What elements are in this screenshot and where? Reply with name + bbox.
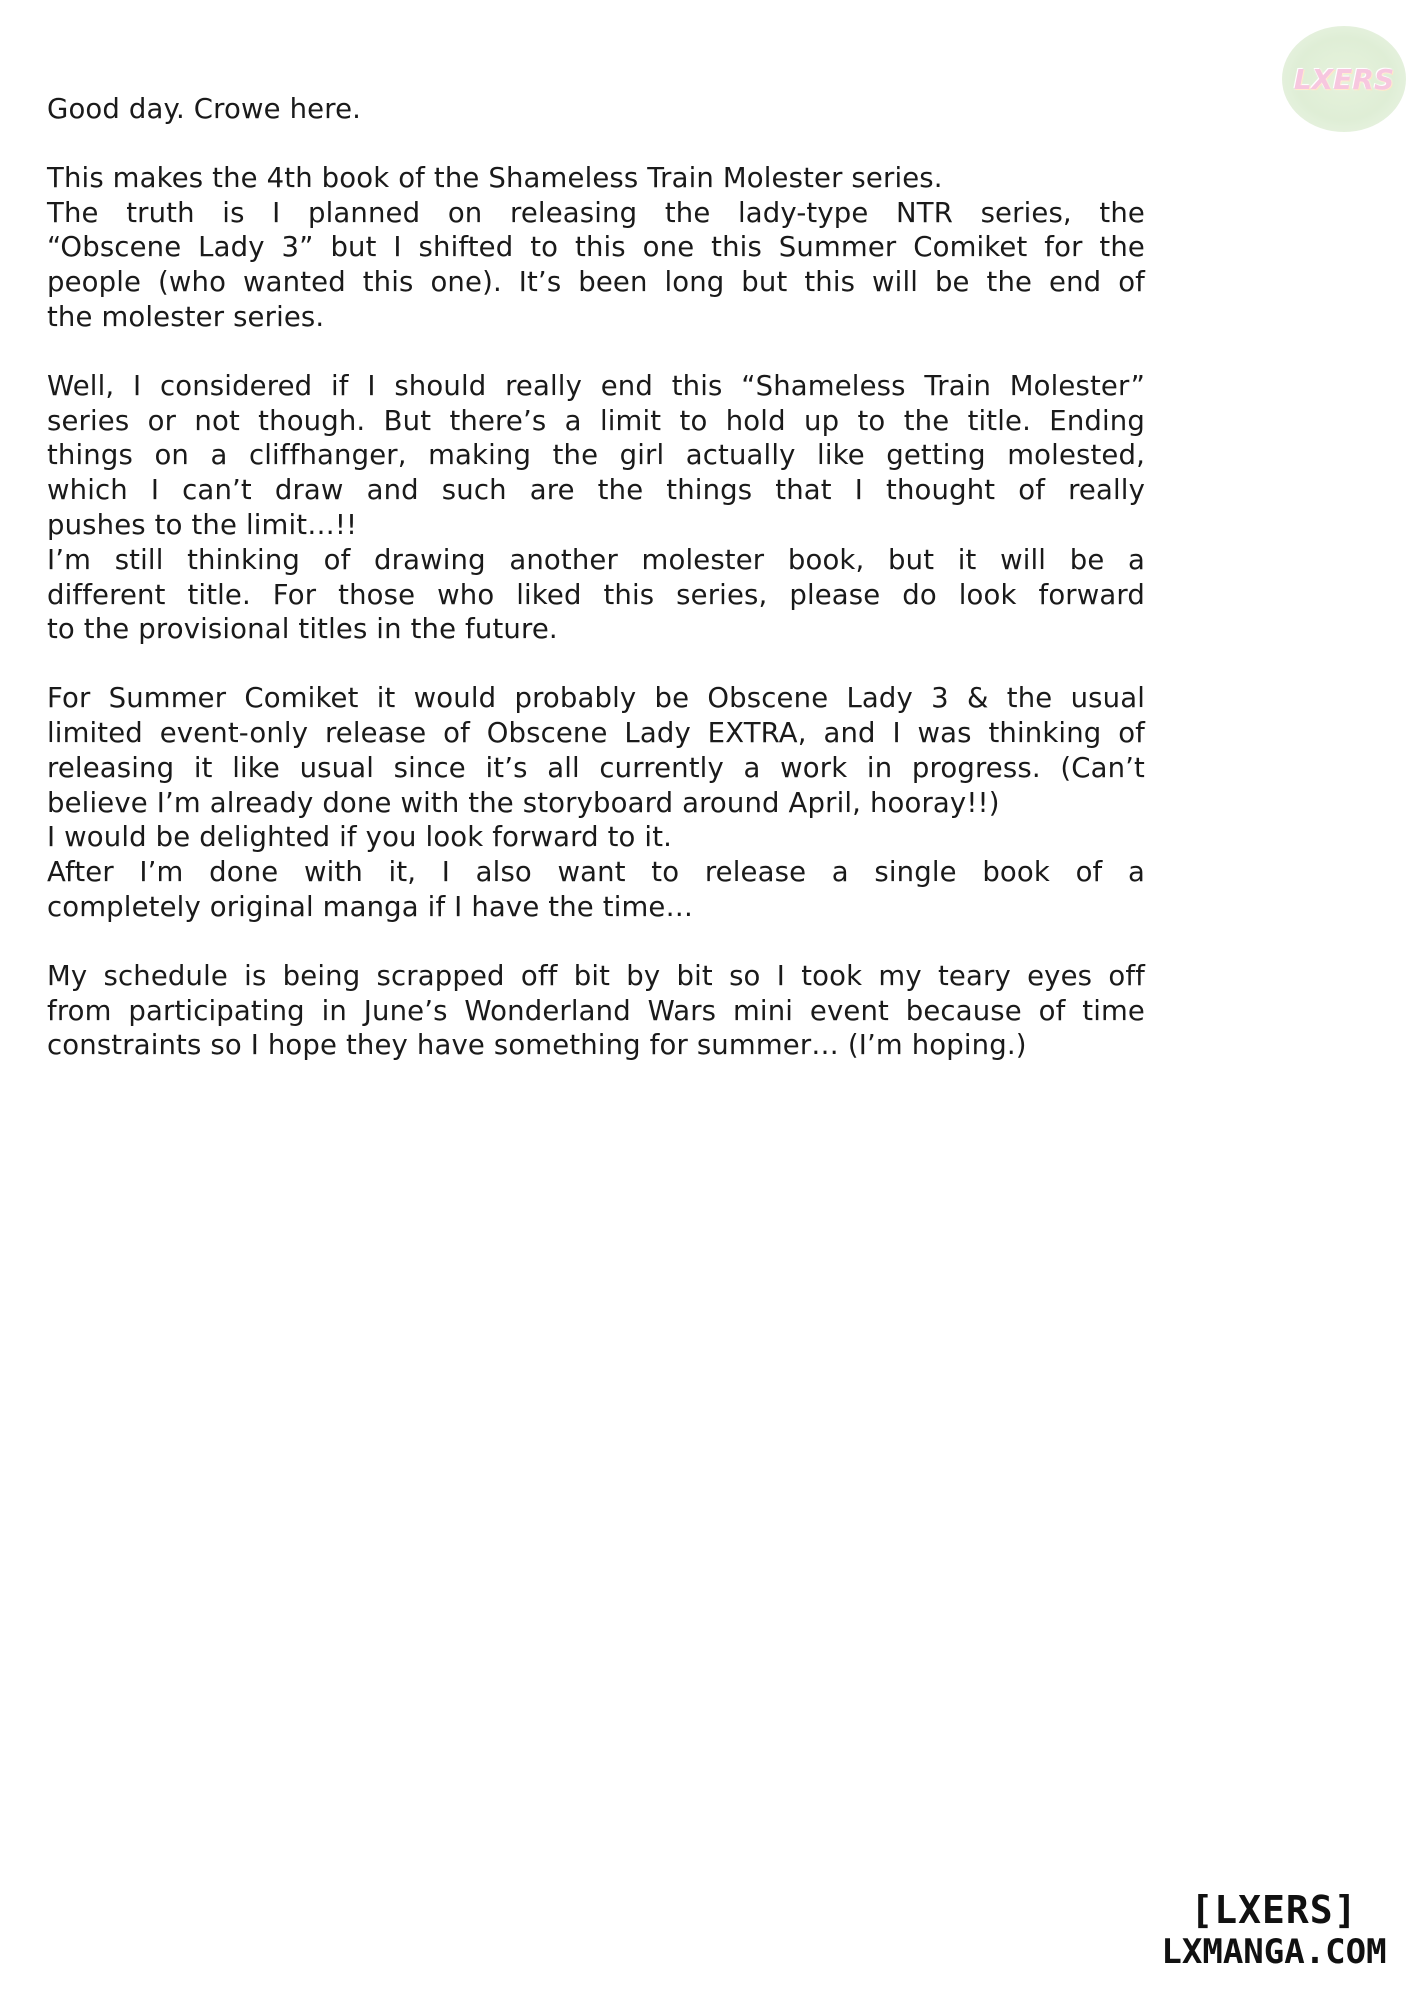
paragraph-schedule <box>47 959 1145 1063</box>
text-line: Well, I considered if I should really end this “Shameless Train Molester” <box>47 369 1145 402</box>
text-line: I’m still thinking of drawing another molester book, but it will be a <box>47 543 1145 576</box>
greeting-line: Good day. Crowe here. <box>47 93 362 125</box>
text-line: My schedule is being scrapped off bit by bit so I took my teary eyes off <box>47 959 1145 992</box>
text-line: limited event-only release of Obscene Lady EXTRA, and I was thinking of <box>47 716 1145 749</box>
greeting-paragraph <box>47 92 1145 127</box>
text-line: I would be delighted if you look forward to it. <box>47 821 673 854</box>
text-line: This makes the 4th book of the Shameless Train Molester series. <box>47 161 943 194</box>
paragraph-summer-comiket <box>47 681 1145 925</box>
text-line: believe I’m already done with the storyboard around April, hooray!!) <box>47 786 1000 819</box>
text-line: different title. For those who liked this series, please do look forward <box>47 578 1145 611</box>
watermark-brand: [LXERS] <box>1190 1888 1358 1932</box>
text-line: The truth is I planned on releasing the lady-type NTR series, the <box>47 196 1145 229</box>
watermark-url: LXMANGA.COM <box>1161 1932 1387 1972</box>
lxmanga-watermark <box>1154 1888 1394 1972</box>
afterword-text-block <box>47 92 1145 1097</box>
text-line: releasing it like usual since it’s all currently a work in progress. (Can’t <box>47 751 1145 784</box>
text-line: to the provisional titles in the future. <box>47 613 558 646</box>
text-line: people (who wanted this one). It’s been long but this will be the end of <box>47 266 1145 299</box>
text-line: series or not though. But there’s a limit to hold up to the title. Ending <box>47 404 1145 437</box>
text-line: from participating in June’s Wonderland Wars mini event because of time <box>47 994 1145 1027</box>
text-line: which I can’t draw and such are the things that I thought of really <box>47 474 1145 507</box>
text-line: After I’m done with it, I also want to release a single book of a <box>47 856 1145 889</box>
text-line: things on a cliffhanger, making the girl actually like getting molested, <box>47 439 1145 472</box>
text-line: constraints so I hope they have something for summer… (I’m hoping.) <box>47 1029 1027 1062</box>
text-line: pushes to the limit…!! <box>47 508 358 541</box>
text-line: the molester series. <box>47 300 325 333</box>
paragraph-title-limit <box>47 369 1145 647</box>
lxers-logo-text: LXERS <box>1293 62 1395 96</box>
text-line: “Obscene Lady 3” but I shifted to this one this Summer Comiket for the <box>47 231 1145 264</box>
paragraph-series-end <box>47 161 1145 335</box>
lxers-logo-badge <box>1282 26 1406 132</box>
text-line: For Summer Comiket it would probably be Obscene Lady 3 & the usual <box>47 682 1145 715</box>
text-line: completely original manga if I have the time… <box>47 890 694 923</box>
